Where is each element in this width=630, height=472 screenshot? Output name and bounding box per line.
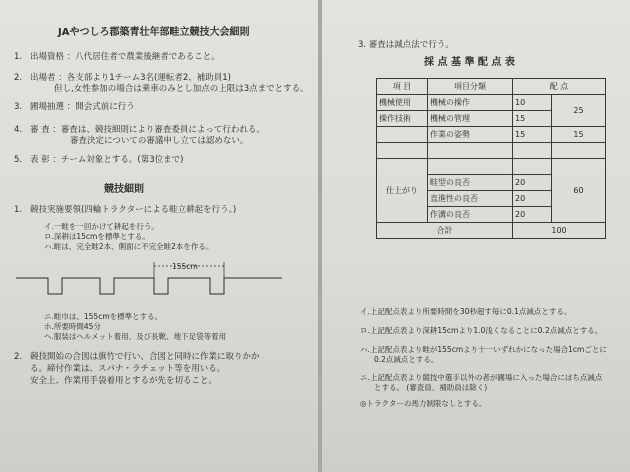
table-row	[377, 159, 606, 175]
rule-1-sub-c: ハ.畦は、完全畦2本、側面に不完全畦2本を作る。	[44, 242, 214, 251]
rule-2-line-3: 安全上、作業用手袋着用とするが先を切ること。	[30, 376, 218, 386]
table-header-row	[377, 79, 606, 95]
note-horsepower: ◎トラクターの馬力制限なしとする。	[360, 399, 487, 408]
row-category: 作溝の良否	[428, 207, 513, 223]
item-4-text: 審 査 ：審査は、競技細則により審査委員によって行われる。	[30, 125, 265, 135]
item-3-text: 圃場抽選 ：開会式前に行う	[30, 102, 135, 112]
rule-1-number: 1.	[14, 205, 23, 215]
table-total-row	[377, 223, 606, 239]
note-he: ヘ.服装はヘルメット着用、及び長靴、地下足袋等着用	[44, 332, 227, 341]
row-points: 20	[513, 191, 552, 207]
row-item: 機械使用	[377, 95, 428, 111]
rule-2-line-2: る。締付作業は、スパナ・ラチェット等を用いる。	[30, 364, 226, 374]
row-category: 直進性の良否	[428, 191, 513, 207]
note-i: イ.上記配点表より所要時間を30秒超す毎に0.1点減点とする。	[360, 307, 572, 316]
item-2-subtext: 但し,女性参加の場合は乗車のみとし加点の上限は3点までとする。	[54, 84, 309, 94]
note-ha-line-2: 0.2点減点とする。	[374, 355, 439, 364]
rule-1-text: 競技実施要領(四輪トラクターによる畦立耕起を行う。)	[30, 205, 237, 215]
row-subtotal: 25	[552, 95, 606, 127]
right-page	[322, 0, 630, 472]
item-3-number: 3.	[14, 102, 23, 112]
row-points-empty	[513, 143, 552, 159]
rule-3-text: 3. 審査は減点法で行う。	[358, 40, 454, 50]
total-label: 合計	[377, 223, 513, 239]
width-dimension-label: 155cm	[172, 262, 198, 271]
item-5-text: 表 彰 ：チーム対象とする。(第3位まで)	[30, 155, 184, 165]
row-subtotal: 60	[552, 159, 606, 223]
row-item: 仕上がり	[377, 159, 428, 223]
table-row	[377, 127, 606, 143]
row-category: 畦型の良否	[428, 175, 513, 191]
header-points: 配 点	[513, 79, 606, 95]
row-points: 10	[513, 95, 552, 111]
row-points: 20	[513, 207, 552, 223]
item-4-number: 4.	[14, 125, 23, 135]
rules-heading: 競技細則	[104, 184, 144, 195]
row-item-empty	[377, 127, 428, 143]
note-ha-line-1: ハ.上記配点表より畦が155cmより十一いずれかになった場合1cmごとに	[360, 345, 607, 354]
row-points: 15	[513, 127, 552, 143]
rule-2-number: 2.	[14, 352, 23, 362]
document-title: JAやつしろ郡築青壮年部畦立競技大会細則	[58, 27, 250, 38]
item-2-number: 2.	[14, 73, 23, 83]
row-category-empty	[428, 159, 513, 175]
note-ni: ニ.畦巾は、155cmを標準とする。	[44, 312, 163, 321]
item-2-text: 出場者 ：各支部より1チーム3名(運転者2、補助員1)	[30, 73, 231, 83]
furrow-diagram	[14, 258, 284, 308]
table-row	[377, 143, 606, 159]
note-ni-line-1: ニ.上記配点表より競技中選手以外の者が圃場に入った場合にはち点減点	[360, 373, 603, 382]
rule-1-sub-a: イ.一畦を一回かけて耕起を行う。	[44, 222, 159, 231]
item-1-text: 出場資格 ：八代居住者で農業後継者であること。	[30, 52, 220, 62]
row-points: 15	[513, 111, 552, 127]
row-points-empty	[513, 159, 552, 175]
score-table	[376, 78, 606, 239]
header-category: 項目分類	[428, 79, 513, 95]
row-category: 機械の操作	[428, 95, 513, 111]
note-ro: ロ.上記配点表より深耕15cmより1.0浅くなることに0.2点減点とする。	[360, 326, 603, 335]
score-table-title: 採 点 基 準 配 点 表	[424, 57, 515, 68]
note-ni-line-2: とする。 (審査員、補助員は除く)	[374, 383, 488, 392]
rule-2-line-1: 競技開始の合図は旗竹で行い、合図と同時に作業に取りかか	[30, 352, 260, 362]
item-1-number: 1.	[14, 52, 23, 62]
rule-1-sub-b: ロ.深耕は15cmを標準とする。	[44, 232, 150, 241]
row-category: 作業の姿勢	[428, 127, 513, 143]
row-category-empty	[428, 143, 513, 159]
total-value: 100	[513, 223, 606, 239]
item-4-subtext: 審査決定についての審議申し立ては認めない。	[70, 136, 249, 146]
note-ho: ホ.所要時間45分	[44, 322, 101, 331]
row-points: 20	[513, 175, 552, 191]
row-item: 操作技術	[377, 111, 428, 127]
table-row	[377, 95, 606, 111]
row-subtotal: 15	[552, 127, 606, 143]
row-item-empty	[377, 143, 428, 159]
header-item: 項 目	[377, 79, 428, 95]
row-subtotal-empty	[552, 143, 606, 159]
item-5-number: 5.	[14, 155, 23, 165]
row-category: 機械の管理	[428, 111, 513, 127]
